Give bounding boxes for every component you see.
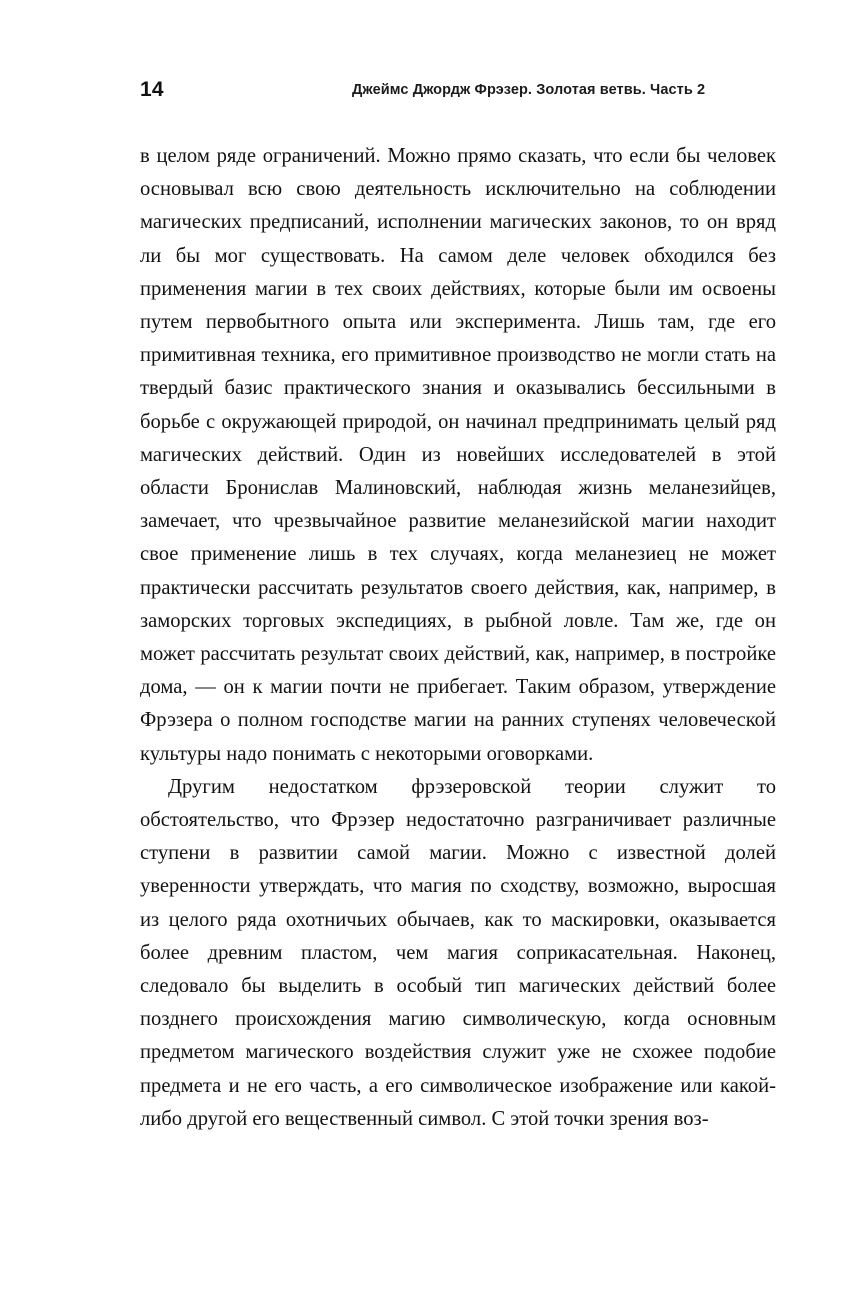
paragraph: в целом ряде ограничений. Можно прямо сказать, что если бы человек основывал всю свою деятельность исключительно на соблюдении магических предписаний, исполнении магических законов, то он вряд ли бы мог существовать. На самом деле человек обходился без применения магии в тех своих действиях, которые были им освоены путем первобытного опыта или эксперимента. Лишь там, где его примитивная техника, его примитивное производство не могли стать на твердый базис практического знания и оказывались бессильными в борьбе с окружающей природой, он начинал предпринимать целый ряд магических действий. Один из новейших исследователей в этой области Бронислав Малиновский, наблюдая жизнь меланезийцев, замечает, что чрезвычайное развитие меланезийской магии находит свое применение лишь в тех случаях, когда меланезиец не может практически рассчитать результатов своего действия, как, например, в заморских торговых экспедициях, в рыбной ловле. Там же, где он может рассчитать результат своих действий, как, например, в постройке дома, — он к магии почти не прибегает. Таким образом, утверждение Фрэзера о полном господстве магии на ранних ступенях человеческой культуры надо понимать с некоторыми оговорками. — [140, 145, 776, 765]
paragraph: Другим недостатком фрэзеровской теории служит то обстоятельство, что Фрэзер недостаточно разграничивает различные ступени в развитии самой магии. Можно с известной долей уверенности утверждать, что магия по сходству, возможно, выросшая из целого ряда охотничьих обычаев, как то маскировки, оказывается более древним пластом, чем магия соприкасательная. Наконец, следовало бы выделить в особый тип магических действий более позднего происхождения магию символическую, когда основным предметом магического воздействия служит уже не схожее подобие предмета и не его часть, а его символическое изображение или какой-либо другой его вещественный символ. С этой точки зрения воз- — [140, 775, 776, 1130]
body-text — [140, 140, 776, 1136]
page-header — [0, 78, 856, 108]
running-head: Джеймс Джордж Фрэзер. Золотая ветвь. Часть 2 — [352, 82, 706, 98]
page-number: 14 — [140, 78, 164, 101]
